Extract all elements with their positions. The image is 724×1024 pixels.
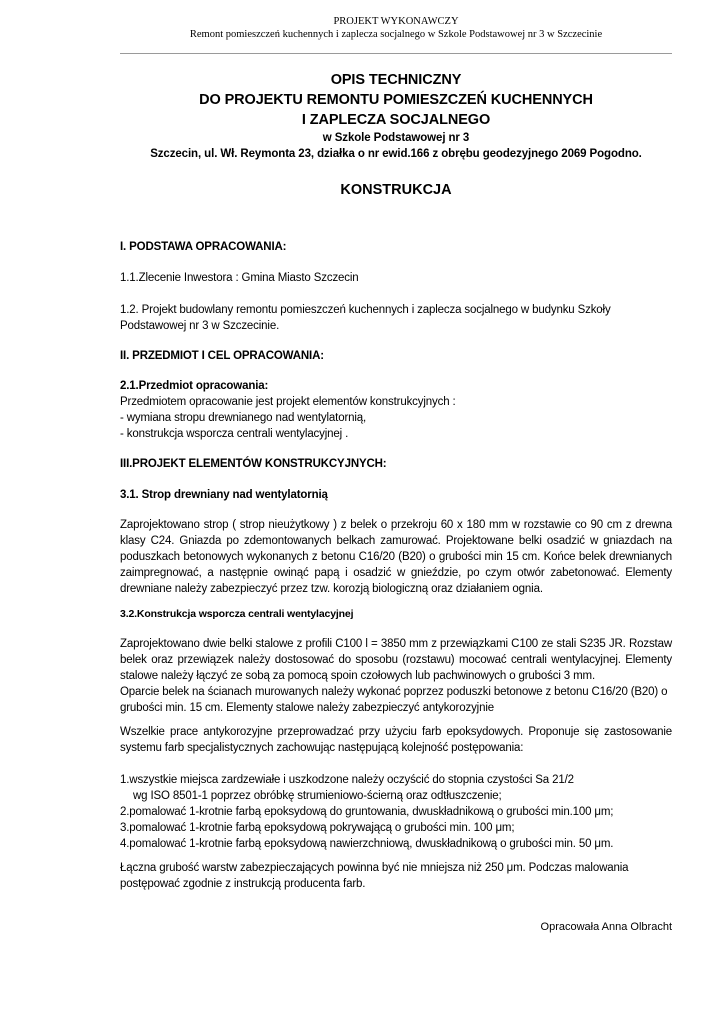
basis-item-1: 1.1.Zlecenie Inwestora : Gmina Miasto Szczecin	[120, 272, 359, 284]
header-divider	[120, 53, 672, 54]
heading-steel-support: 3.2.Konstrukcja wsporcza centrali wentylacyjnej	[120, 608, 354, 620]
title-line-3: I ZAPLECZA SOCJALNEGO	[301, 112, 491, 128]
running-header	[120, 15, 672, 41]
steel-support-text-1: Zaprojektowano dwie belki stalowe z profili C100 l = 3850 mm z przewiązkami C100 ze stali S235 JR. Rozstaw belek oraz przewiązek należy dostosować do sposobu (rozstawu) mocować centrali wentylacyjnej. Elementy stalowe należy łączyć ze sobą za pomocą spoin czołowych lub pachwinowych o grubości 3 mm.	[120, 638, 672, 682]
steel-support-text-2: Oparcie belek na ścianach murowanych należy wykonać poprzez poduszki betonowe z betonu C16/20 (B20) o grubości min. 15 cm. Elementy stalowe należy zabezpieczyć antykorozyjnie	[120, 686, 668, 714]
author-signature: Opracowała Anna Olbracht	[540, 921, 672, 933]
document-title	[120, 70, 672, 200]
title-line-2: DO PROJEKTU REMONTU POMIESZCZEŃ KUCHENNYCH	[199, 92, 593, 108]
step-2: 2.pomalować 1-krotnie farbą epoksydową do gruntowania, dwuskładnikową o grubości min.100 μm;	[120, 806, 614, 818]
heading-subject: II. PRZEDMIOT I CEL OPRACOWANIA:	[120, 350, 324, 362]
title-line-1: OPIS TECHNICZNY	[330, 72, 462, 88]
title-address: Szczecin, ul. Wł. Reymonta 23, działka o nr ewid.166 z obrębu geodezyjnego 2069 Pogodno.	[150, 148, 642, 160]
subject-item-2: - konstrukcja wsporcza centrali wentylacyjnej .	[120, 428, 349, 440]
step-4: 4.pomalować 1-krotnie farbą epoksydową nawierzchniową, dwuskładnikową o grubości min. 50 μm.	[120, 838, 614, 850]
title-school: w Szkole Podstawowej nr 3	[322, 132, 470, 144]
subject-intro: Przedmiotem opracowanie jest projekt elementów konstrukcyjnych :	[120, 396, 456, 408]
basis-item-2: 1.2. Projekt budowlany remontu pomieszczeń kuchennych i zaplecza socjalnego w budynku Szkoły Podstawowej nr 3 w Szczecinie.	[120, 304, 611, 332]
closing-text: Łączna grubość warstw zabezpieczających powinna być nie mniejsza niż 250 μm. Podczas malowania postępować zgodnie z instrukcją producenta farb.	[120, 862, 629, 890]
heading-project: III.PROJEKT ELEMENTÓW KONSTRUKCYJNYCH:	[120, 458, 387, 470]
step-1-continued: wg ISO 8501-1 poprzez obróbkę strumieniowo-ścierną oraz odtłuszczenie;	[133, 790, 502, 802]
anticorrosion-text: Wszelkie prace antykorozyjne przeprowadzać przy użyciu farb epoksydowych. Proponuje się zastosowanie systemu farb specjalistycznych zachowując następującą kolejność postępowania:	[120, 726, 672, 754]
timber-floor-text: Zaprojektowano strop ( strop nieużytkowy ) z belek o przekroju 60 x 180 mm w rozstawie co 90 cm z drewna klasy C24. Gniazda po zdemontowanych belkach zamurować. Projektowane belki osadzić w gniazdach na poduszkach betonowych wykonanych z betonu C16/20 (B20) o grubości min 15 cm. Końce belek drewnianych zaimpregnować, a następnie owinąć papą i osadzić w gnieździe, po czym otwór zabetonować. Elementy drewniane należy zabezpieczyć przez tzw. korozją biologiczną oraz działaniem ognia.	[120, 519, 672, 595]
heading-timber-floor: 3.1. Strop drewniany nad wentylatornią	[120, 489, 328, 501]
heading-basis: I. PODSTAWA OPRACOWANIA:	[120, 241, 287, 253]
header-project-type: PROJEKT WYKONAWCZY	[333, 16, 459, 27]
step-1: 1.wszystkie miejsca zardzewiałe i uszkodzone należy oczyścić do stopnia czystości Sa 21/2	[120, 774, 574, 786]
subject-item-1: - wymiana stropu drewnianego nad wentylatornią,	[120, 412, 367, 424]
section-title: KONSTRUKCJA	[340, 182, 452, 198]
header-project-name: Remont pomieszczeń kuchennych i zaplecza socjalnego w Szkole Podstawowej nr 3 w Szczecinie	[189, 29, 603, 40]
step-3: 3.pomalować 1-krotnie farbą epoksydową pokrywającą o grubości min. 100 μm;	[120, 822, 515, 834]
subheading-subject: 2.1.Przedmiot opracowania:	[120, 380, 269, 392]
